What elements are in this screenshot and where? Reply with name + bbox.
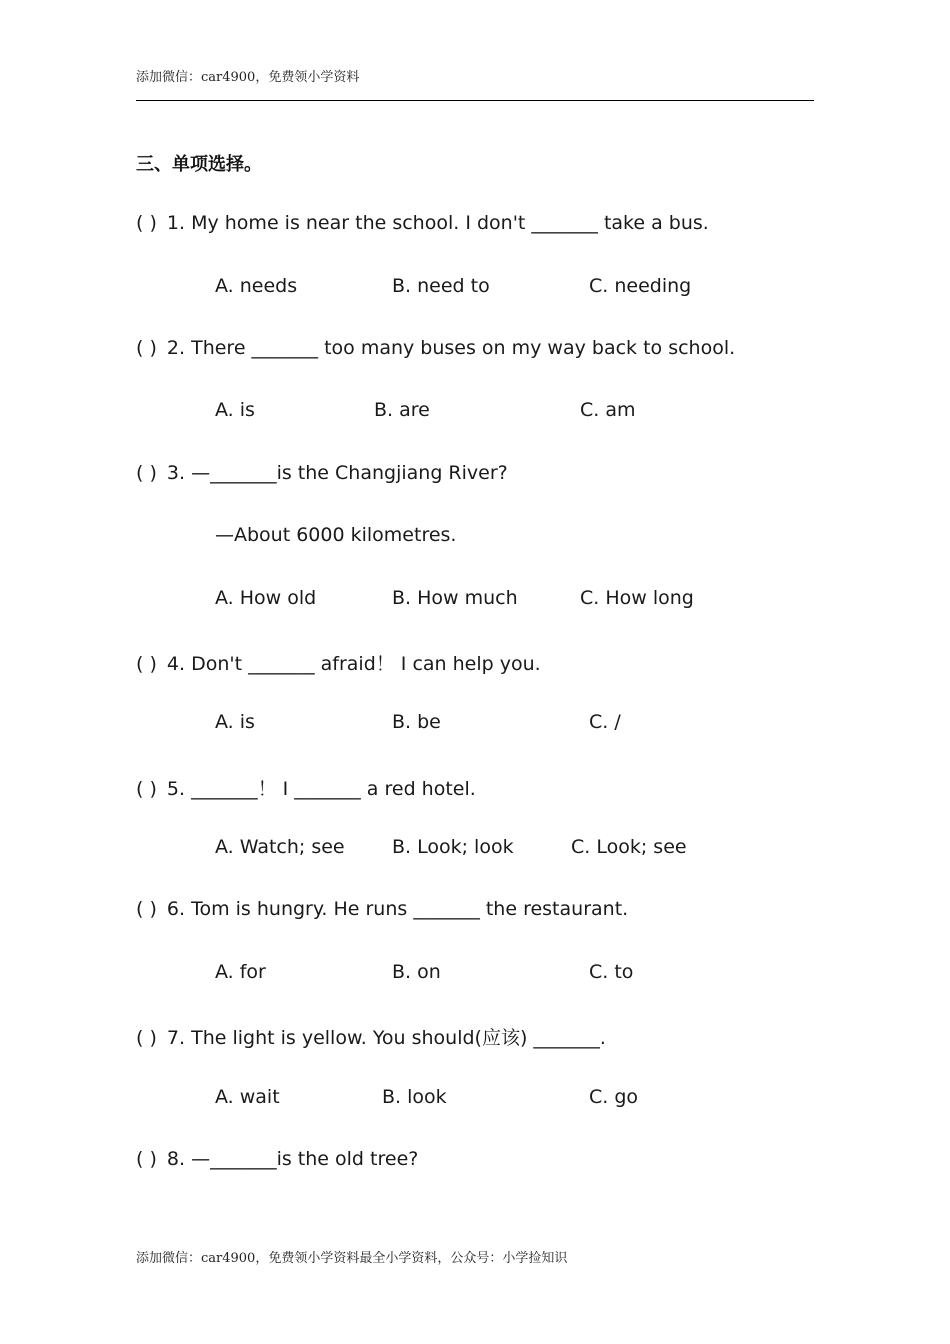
answer-paren[interactable]: ( ) [136, 778, 157, 800]
option-a[interactable]: A. wait [215, 1086, 280, 1108]
option-a[interactable]: A. needs [215, 275, 298, 297]
answer-paren[interactable]: ( ) [136, 653, 157, 675]
section-title: 三、单项选择。 [136, 154, 262, 175]
question-stem: 7. The light is yellow. You should(应该) _______. [166, 1027, 606, 1049]
option-a[interactable]: A. is [215, 399, 255, 421]
question-2 [136, 337, 735, 359]
answer-paren[interactable]: ( ) [136, 337, 157, 359]
question-stem: 1. My home is near the school. I don't _______ take a bus. [166, 212, 709, 234]
answer-paren[interactable]: ( ) [136, 1027, 157, 1049]
option-b[interactable]: B. be [392, 711, 441, 733]
option-a[interactable]: A. How old [215, 587, 317, 609]
question-5 [136, 774, 476, 801]
option-b[interactable]: B. look [382, 1086, 447, 1108]
question-8 [136, 1148, 418, 1170]
option-c[interactable]: C. am [580, 399, 636, 421]
question-stem: 3. —_______is the Changjiang River? [166, 462, 508, 484]
question-3 [136, 462, 508, 484]
question-stem: 8. —_______is the old tree? [166, 1148, 419, 1170]
question-stem: 5. _______！ I _______ a red hotel. [166, 778, 476, 800]
question-7 [136, 1023, 606, 1050]
answer-paren[interactable]: ( ) [136, 1148, 157, 1170]
header-divider [136, 100, 814, 101]
question-1 [136, 212, 709, 234]
option-b[interactable]: B. are [374, 399, 430, 421]
option-c[interactable]: C. / [589, 711, 621, 733]
dialogue-answer: —About 6000 kilometres. [215, 524, 457, 546]
option-c[interactable]: C. needing [589, 275, 692, 297]
page-footer: 添加微信：car4900，免费领小学资料最全小学资料，公众号：小学捡知识 [136, 1251, 568, 1266]
question-stem: 4. Don't _______ afraid！ I can help you. [166, 653, 541, 675]
option-c[interactable]: C. go [589, 1086, 639, 1108]
option-b[interactable]: B. Look; look [392, 836, 514, 858]
question-6 [136, 898, 628, 920]
option-a[interactable]: A. Watch; see [215, 836, 345, 858]
option-b[interactable]: B. need to [392, 275, 490, 297]
option-a[interactable]: A. for [215, 961, 266, 983]
option-a[interactable]: A. is [215, 711, 255, 733]
answer-paren[interactable]: ( ) [136, 898, 157, 920]
page-header: 添加微信：car4900，免费领小学资料 [136, 70, 360, 85]
option-c[interactable]: C. Look; see [571, 836, 687, 858]
answer-paren[interactable]: ( ) [136, 462, 157, 484]
question-stem: 2. There _______ too many buses on my way back to school. [166, 337, 736, 359]
answer-paren[interactable]: ( ) [136, 212, 157, 234]
option-c[interactable]: C. to [589, 961, 634, 983]
option-b[interactable]: B. on [392, 961, 441, 983]
question-stem: 6. Tom is hungry. He runs _______ the restaurant. [166, 898, 629, 920]
question-4 [136, 649, 541, 676]
option-c[interactable]: C. How long [580, 587, 694, 609]
option-b[interactable]: B. How much [392, 587, 518, 609]
